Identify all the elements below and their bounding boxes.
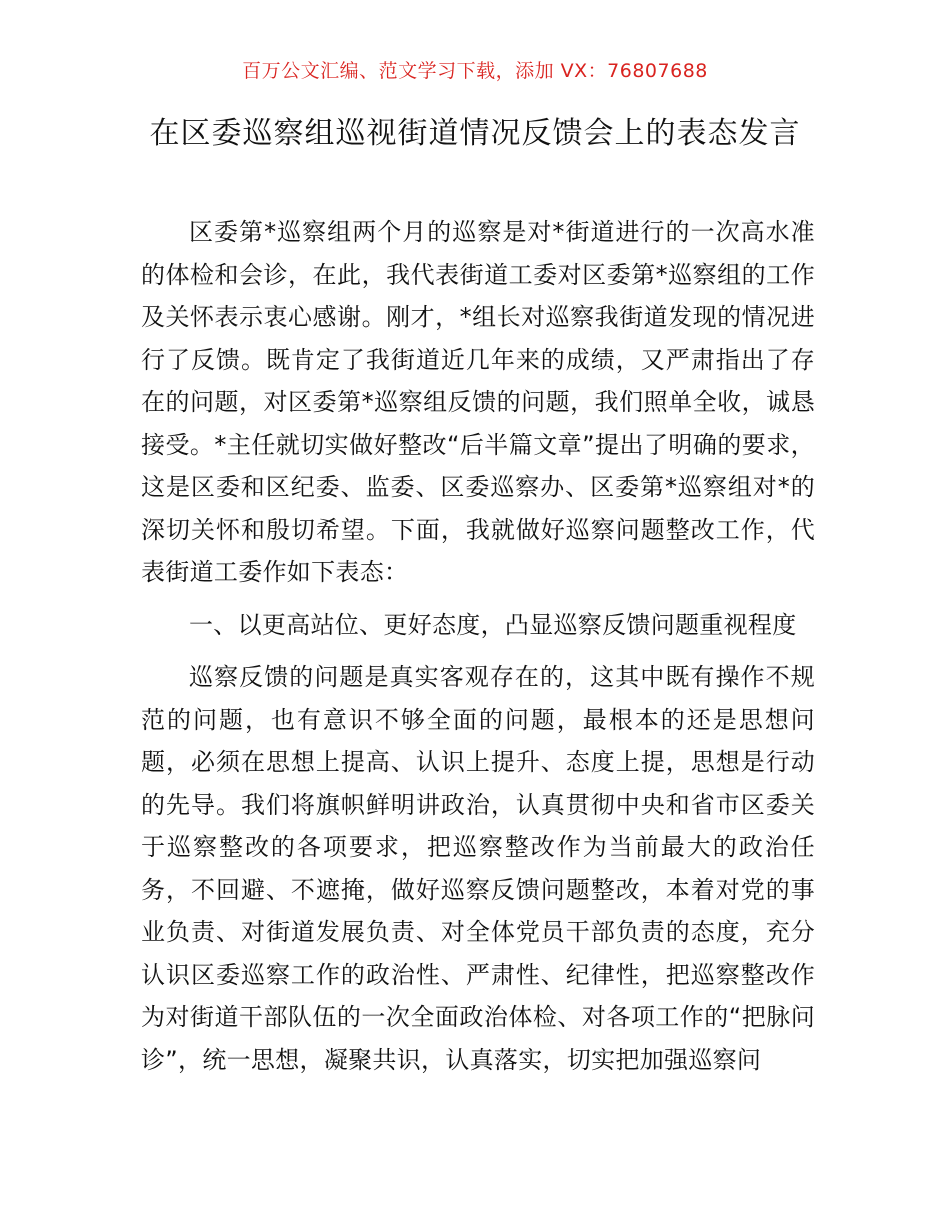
document-title: 在区委巡察组巡视街道情况反馈会上的表态发言 (149, 116, 801, 151)
intro-paragraph: 区委第*巡察组两个月的巡察是对*街道进行的一次高水准的体检和会诊，在此，我代表街道工委对区委第*巡察组的工作及关怀表示衷心感谢。刚才，*组长对巡察我街道发现的情况进行了反馈。既肯定了我街道近几年来的成绩，又严肃指出了存在的问题，对区委第*巡察组反馈的问题，我们照单全收，诚恳接受。*主任就切实做好整改“后半篇文章”提出了明确的要求，这是区委和区纪委、监委、区委巡察办、区委第*巡察组对*的深切关怀和殷切希望。下面，我就做好巡察问题整改工作，代表街道工委作如下表态： (141, 218, 815, 586)
watermark-banner: 百万公文汇编、范文学习下载，添加 VX：76807688 (242, 60, 708, 82)
section-heading: 一、以更高站位、更好态度，凸显巡察反馈问题重视程度 (189, 610, 797, 639)
section-paragraph: 巡察反馈的问题是真实客观存在的，这其中既有操作不规范的问题，也有意识不够全面的问题，最根本的还是思想问题，必须在思想上提高、认识上提升、态度上提，思想是行动的先导。我们将旗帜鲜明讲政治，认真贯彻中央和省市区委关于巡察整改的各项要求，把巡察整改作为当前最大的政治任务，不回避、不遮掩，做好巡察反馈问题整改，本着对党的事业负责、对街道发展负责、对全体党员干部负责的态度，充分认识区委巡察工作的政治性、严肃性、纪律性，把巡察整改作为对街道干部队伍的一次全面政治体检、对各项工作的“把脉问诊”，统一思想，凝聚共识，认真落实，切实把加强巡察问 (141, 663, 815, 1074)
document-body (141, 211, 815, 1081)
